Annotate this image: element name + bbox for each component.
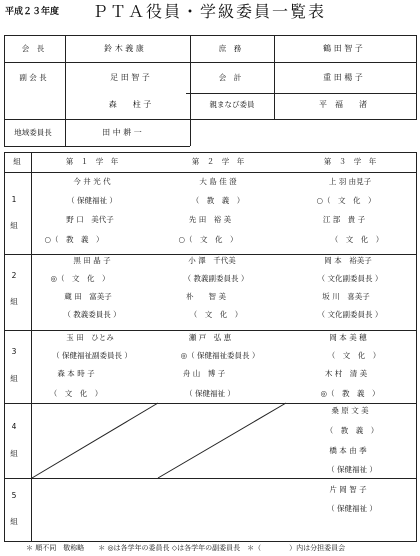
member-name: 今 井 光 代 xyxy=(73,177,111,186)
member-name: 橋 本 由 季 xyxy=(329,446,367,455)
member-name: 江 部 貴 子 xyxy=(322,215,366,224)
year-label: 平成２３年度 xyxy=(5,7,60,17)
page-title: ＰＴＡ役員・学級委員一覧表 xyxy=(92,2,327,21)
member-committee: ○（ 文 化 ） xyxy=(316,196,376,205)
member-name: 坂 川 喜美子 xyxy=(322,292,370,301)
member-committee: （ 保健福祉 ） xyxy=(67,196,117,205)
member-committee: （ 保健福祉 ） xyxy=(185,389,235,398)
member-name: 岡 本 裕美子 xyxy=(324,256,372,265)
member-committee: （ 文 化 ） xyxy=(330,235,384,244)
member-committee: （ 文 化 ） xyxy=(327,351,381,360)
officer-name: 鶴 田 智 子 xyxy=(323,44,363,53)
officer-name: 足 田 智 子 xyxy=(110,73,150,82)
member-name: 朴 智 美 xyxy=(186,292,226,301)
member-name: 舟 山 博 子 xyxy=(182,369,226,378)
member-committee: （ 保健福祉 ） xyxy=(327,465,377,474)
member-committee: （ 保健福祉 ） xyxy=(327,504,377,513)
grade-header-1: 第 １ 学 年 xyxy=(65,157,119,166)
grade-header-3: 第 ３ 学 年 xyxy=(323,157,377,166)
class-suffix: 組 xyxy=(10,449,18,458)
member-name: 先 田 裕 美 xyxy=(188,215,232,224)
member-name: 片 岡 智 子 xyxy=(329,485,367,494)
member-committee: （ 保健福祉副委員長 ） xyxy=(52,351,132,360)
member-committee: （ 文 化 ） xyxy=(49,389,103,398)
member-name: 野 口 美代子 xyxy=(66,215,114,224)
member-committee: ○（ 教 義 ） xyxy=(44,235,104,244)
officer-name: 鈴 木 義 康 xyxy=(104,44,144,53)
class-number: 4 xyxy=(11,422,17,431)
member-committee: （ 教 義 ） xyxy=(191,196,245,205)
member-committee: ◎（ 保健福祉委員長 ） xyxy=(180,351,260,360)
role-label: 会 長 xyxy=(21,44,45,53)
officer-name: 田 中 耕 一 xyxy=(102,128,142,137)
member-committee: （ 教義副委員長 ） xyxy=(183,274,249,283)
role-label: 副 会 長 xyxy=(19,73,47,82)
role-label: 会 計 xyxy=(218,73,242,82)
member-name: 瀬 戸 弘 恵 xyxy=(188,333,232,342)
member-name: 木 村 清 美 xyxy=(324,369,368,378)
member-committee: ○（ 文 化 ） xyxy=(178,235,238,244)
class-suffix: 組 xyxy=(10,517,18,526)
member-name: 黒 田 晶 子 xyxy=(73,256,111,265)
grade-header-2: 第 ２ 学 年 xyxy=(191,157,245,166)
member-committee: （ 教 義 ） xyxy=(325,426,379,435)
member-committee: （ 文化副委員長 ） xyxy=(317,310,383,319)
class-number: 2 xyxy=(11,271,17,280)
class-suffix: 組 xyxy=(10,221,18,230)
officer-name: 重 田 楊 子 xyxy=(323,73,363,82)
member-name: 蔵 田 富美子 xyxy=(64,292,112,301)
member-name: 大 島 佳 澄 xyxy=(199,177,237,186)
member-committee: （ 教義委員長 ） xyxy=(63,310,121,319)
officer-name: 森 柱 子 xyxy=(108,100,152,109)
class-suffix: 組 xyxy=(10,297,18,306)
member-name: 玉 田 ひとみ xyxy=(66,333,114,342)
footnote: ＊ 順不同 敬称略 ＊ ◎は各学年の委員長 ◇は各学年の副委員長 ＊（ ）内は分担委員会 xyxy=(26,544,346,552)
officer-name: 平 福 渚 xyxy=(319,100,367,109)
member-committee: ◎（ 教 義 ） xyxy=(320,389,380,398)
member-committee: （ 文 化 ） xyxy=(189,310,243,319)
class-suffix: 組 xyxy=(10,374,18,383)
class-number: 3 xyxy=(11,347,17,356)
role-label: 地域委員長 xyxy=(14,128,52,137)
role-label: 庶 務 xyxy=(218,44,242,53)
member-name: 岡 本 美 穂 xyxy=(329,333,367,342)
kumi-header: 組 xyxy=(13,157,21,166)
member-name: 小 澤 千代美 xyxy=(188,256,236,265)
member-committee: ◎（ 文 化 ） xyxy=(50,274,110,283)
member-name: 桑 原 文 美 xyxy=(331,406,369,415)
member-committee: （ 文化副委員長 ） xyxy=(317,274,383,283)
class-number: 1 xyxy=(11,195,17,204)
member-name: 上 羽 由見子 xyxy=(328,177,372,186)
class-number: 5 xyxy=(11,491,17,500)
role-label: 親まなび委員 xyxy=(209,100,255,109)
member-name: 森 本 時 子 xyxy=(57,369,95,378)
